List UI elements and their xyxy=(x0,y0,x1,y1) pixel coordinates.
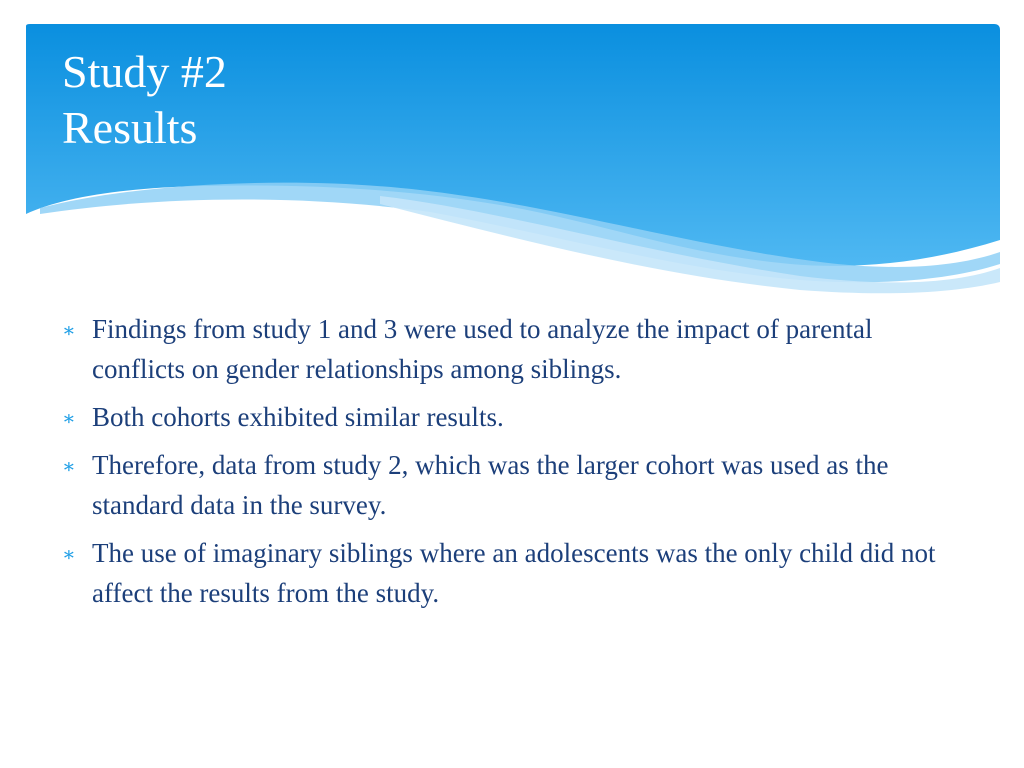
asterisk-bullet-icon: ∗ xyxy=(62,320,76,342)
bullet-item xyxy=(62,445,962,525)
bullet-text: The use of imaginary siblings where an adolescents was the only child did not affect the results from the study. xyxy=(92,538,936,608)
slide-title-line2: Results xyxy=(62,102,198,153)
bullet-text: Both cohorts exhibited similar results. xyxy=(92,402,504,432)
bullet-text: Therefore, data from study 2, which was the larger cohort was used as the standard data in the survey. xyxy=(92,450,889,520)
bullet-item xyxy=(62,309,962,389)
slide-title xyxy=(62,44,227,156)
asterisk-bullet-icon: ∗ xyxy=(62,456,76,478)
bullet-item xyxy=(62,533,962,613)
bullet-item xyxy=(62,397,962,437)
asterisk-bullet-icon: ∗ xyxy=(62,408,76,430)
bullet-list xyxy=(62,309,962,621)
asterisk-bullet-icon: ∗ xyxy=(62,544,76,566)
slide-title-line1: Study #2 xyxy=(62,46,227,97)
bullet-text: Findings from study 1 and 3 were used to analyze the impact of parental conflicts on gender relationships among siblings. xyxy=(92,314,873,384)
